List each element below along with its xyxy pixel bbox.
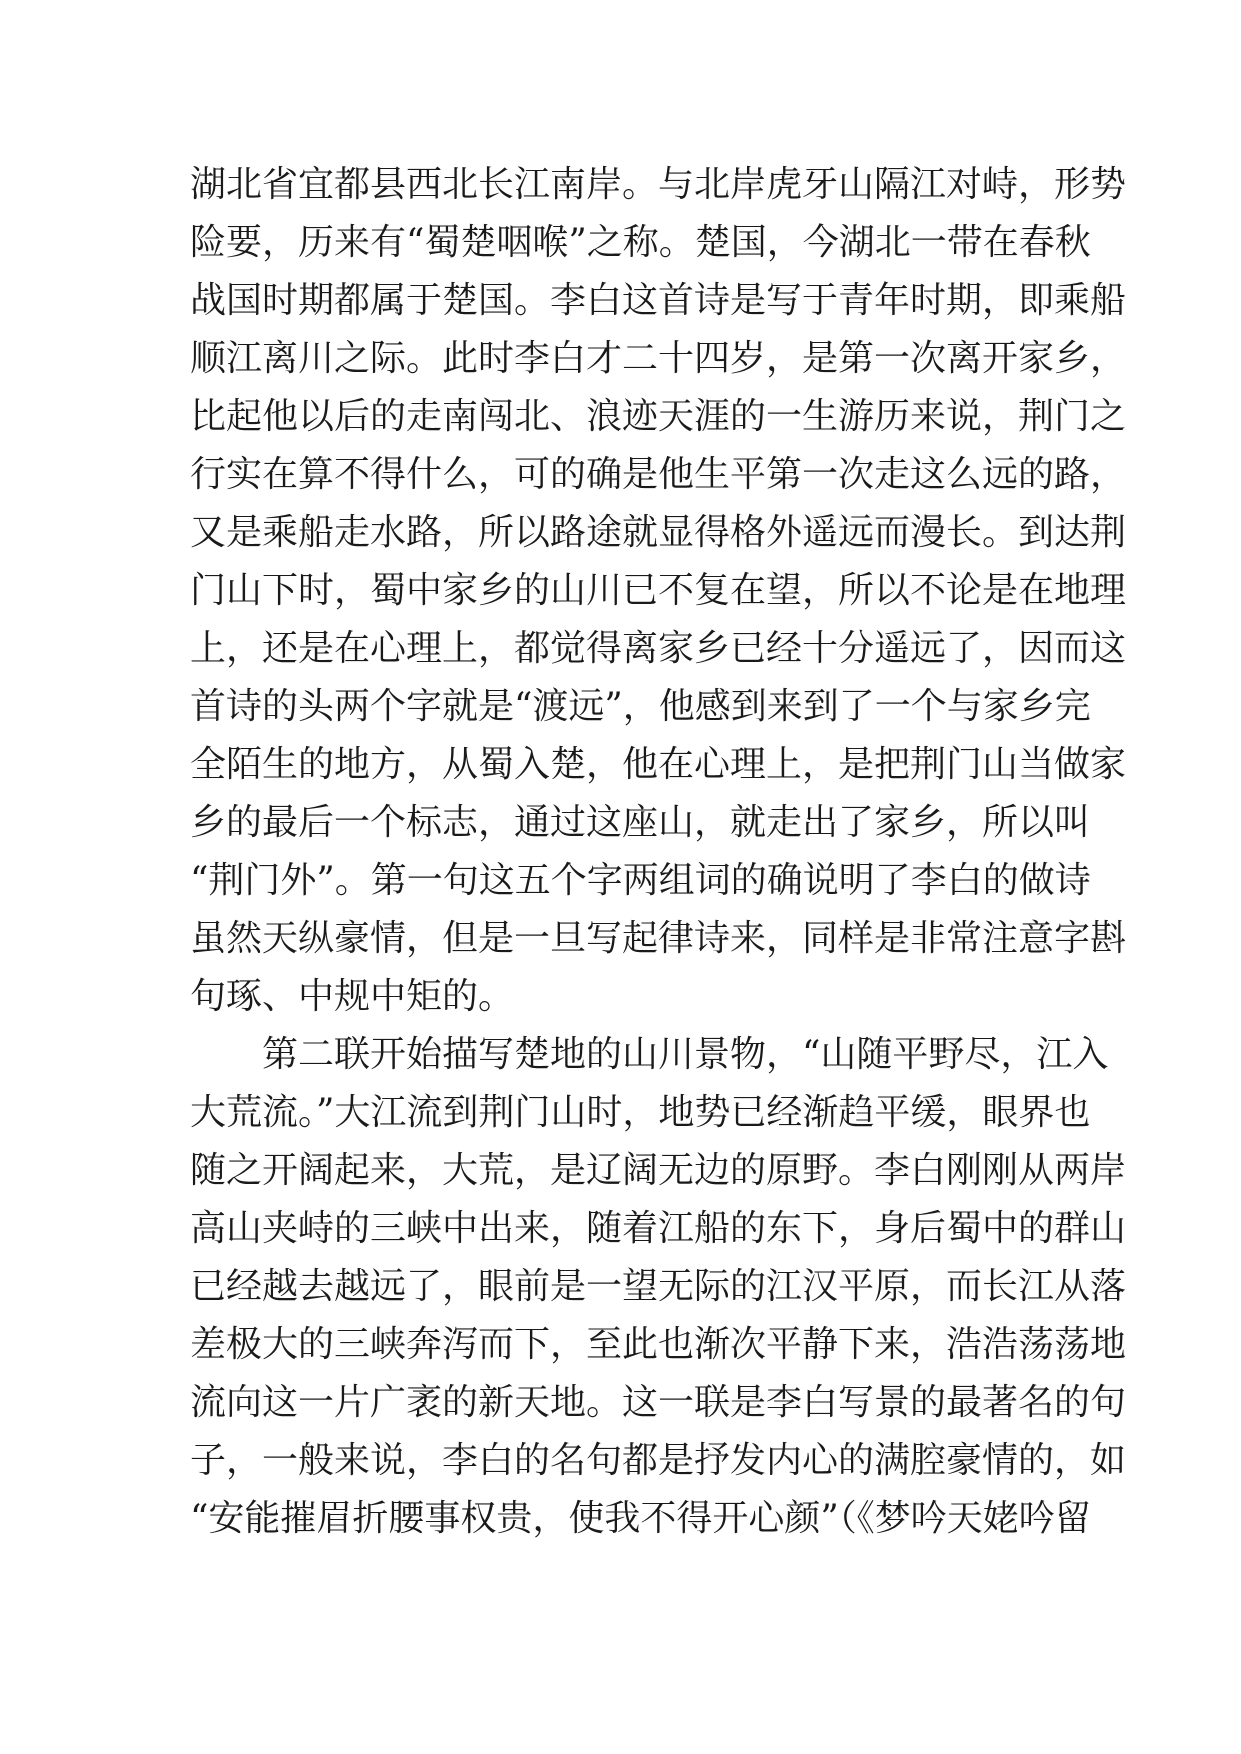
text-line: 大荒流。”大江流到荆门山时，地势已经渐趋平缓，眼界也 <box>190 1092 1091 1133</box>
text-line: 顺江离川之际。此时李白才二十四岁，是第一次离开家乡， <box>190 338 1127 379</box>
text-line: 行实在算不得什么，可的确是他生平第一次走这么远的路， <box>190 454 1127 495</box>
paragraph-2 <box>190 1030 1127 1552</box>
text-line: 流向这一片广袤的新天地。这一联是李白写景的最著名的句 <box>190 1382 1127 1423</box>
text-line: 门山下时，蜀中家乡的山川已不复在望，所以不论是在地理 <box>190 570 1127 611</box>
text-line: 险要，历来有“蜀楚咽喉”之称。楚国，今湖北一带在春秋 <box>190 222 1091 263</box>
text-line: 第二联开始描写楚地的山川景物，“山随平野尽，江入 <box>262 1034 1109 1075</box>
text-line: 又是乘船走水路，所以路途就显得格外遥远而漫长。到达荆 <box>190 512 1127 553</box>
text-line: 战国时期都属于楚国。李白这首诗是写于青年时期，即乘船 <box>190 280 1127 321</box>
text-line: 高山夹峙的三峡中出来，随着江船的东下，身后蜀中的群山 <box>190 1208 1127 1249</box>
text-line: “安能摧眉折腰事权贵，使我不得开心颜”（《梦吟天姥吟留 <box>190 1498 1091 1539</box>
text-line: 随之开阔起来，大荒，是辽阔无边的原野。李白刚刚从两岸 <box>190 1150 1127 1191</box>
body-text <box>190 160 1127 1552</box>
text-line: 乡的最后一个标志，通过这座山，就走出了家乡，所以叫 <box>190 802 1091 843</box>
text-line: 比起他以后的走南闯北、浪迹天涯的一生游历来说，荆门之 <box>190 396 1127 437</box>
text-line: 上，还是在心理上，都觉得离家乡已经十分遥远了，因而这 <box>190 628 1127 669</box>
text-line: 子，一般来说，李白的名句都是抒发内心的满腔豪情的，如 <box>190 1440 1127 1481</box>
text-line: 湖北省宜都县西北长江南岸。与北岸虎牙山隔江对峙，形势 <box>190 164 1127 205</box>
text-line: “荆门外”。第一句这五个字两组词的确说明了李白的做诗 <box>190 860 1091 901</box>
text-line: 全陌生的地方，从蜀入楚，他在心理上，是把荆门山当做家 <box>190 744 1127 785</box>
paragraph-1 <box>190 160 1127 1030</box>
text-line: 句琢、中规中矩的。 <box>190 976 515 1017</box>
text-line: 已经越去越远了，眼前是一望无际的江汉平原，而长江从落 <box>190 1266 1127 1307</box>
text-line: 虽然天纵豪情，但是一旦写起律诗来，同样是非常注意字斟 <box>190 918 1127 959</box>
text-line: 首诗的头两个字就是“渡远”，他感到来到了一个与家乡完 <box>190 686 1091 727</box>
text-line: 差极大的三峡奔泻而下，至此也渐次平静下来，浩浩荡荡地 <box>190 1324 1127 1365</box>
